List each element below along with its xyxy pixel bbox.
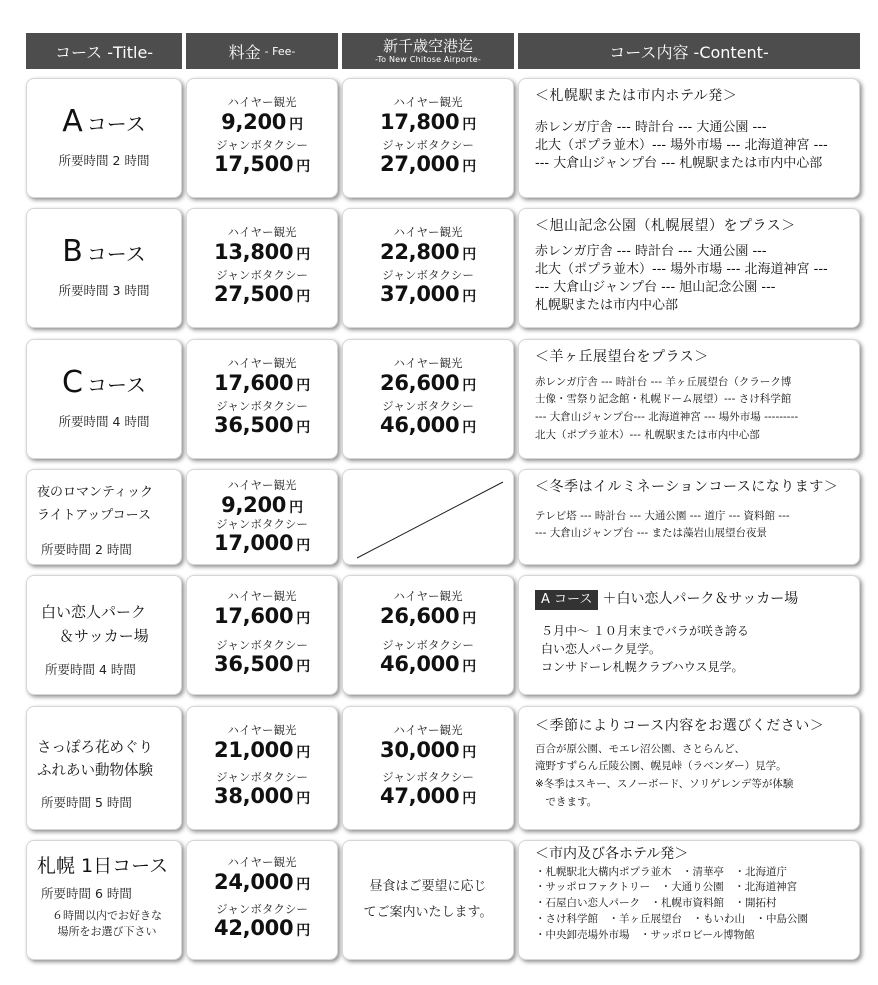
course-title: 札幌 1日コース [37,855,169,877]
fee-jumbo-price: 17,500 円 [214,152,310,177]
fee-cell [186,339,338,459]
content-line: 滝野すずらん丘陵公園、幌見峠（ラベンダー）見学。 [535,760,787,773]
jumbo-label: ジャンボタクシー [382,399,474,413]
content-line: --- 大倉山ジャンプ台--- 北海道神宮 --- 場外市場 --------- [535,411,799,424]
airport-cell [342,840,514,960]
fee-cell [186,575,338,695]
airport-hire-price: 22,800 円 [380,239,476,264]
content-heading: ＜市内及び各ホテル発＞ [535,846,689,862]
hire-label: ハイヤー観光 [227,589,297,604]
content-cell [518,78,860,198]
course-duration: 所要時間 3 時間 [58,283,150,298]
course-row-shiroi-koibito [0,575,878,695]
fee-jumbo-price: 27,500 円 [214,282,310,307]
jumbo-label: ジャンボタクシー [382,638,474,652]
airport-cell [342,78,514,198]
content-line: ・石屋白い恋人パーク ・札幌市資料館 ・開拓村 [535,897,777,910]
fee-jumbo-price: 38,000 円 [214,784,310,809]
content-line: ・札幌駅北大構内ポプラ並木 ・清華亭 ・北海道庁 [535,865,787,878]
content-line: 札幌駅または市内中心部 [535,298,679,314]
jumbo-label: ジャンボタクシー [216,138,308,152]
jumbo-label: ジャンボタクシー [216,770,308,784]
airport-cell [342,706,514,830]
fee-jumbo-price: 36,500 円 [214,652,310,677]
course-title-cell [26,469,182,565]
header-title [26,33,182,69]
airport-hire-price: 26,600 円 [380,370,476,395]
course-row-sapporo-1day [0,840,878,960]
content-cell [518,706,860,830]
course-title-line: 夜のロマンティック [37,485,153,500]
content-line: ・中央卸売場外市場 ・サッポロビール博物館 [535,928,755,941]
course-title: Cコース [62,365,146,400]
content-heading: ＜季節によりコース内容をお選びください＞ [535,718,825,734]
course-duration: 所要時間 4 時間 [45,662,136,677]
course-duration: 所要時間 6 時間 [41,885,132,901]
course-duration: 所要時間 2 時間 [58,153,150,168]
airport-hire-price: 17,800 円 [380,109,476,134]
airport-cell-empty [342,469,514,565]
course-title-cell [26,339,182,459]
content-line: 赤レンガ庁舎 --- 時計台 --- 大通公園 --- [535,243,767,259]
course-note-line: 場所をお選び下さい [57,924,157,938]
fee-jumbo-price: 42,000 円 [214,916,310,941]
course-title-cell [26,706,182,830]
content-line: 北大（ポプラ並木）--- 場外市場 --- 北海道神宮 --- [535,261,828,277]
a-course-badge: A コース [535,590,598,610]
course-title-cell [26,78,182,198]
content-line: ・さけ科学館 ・羊ヶ丘展望台 ・もいわ山 ・中島公園 [535,912,808,925]
content-line: --- 大倉山ジャンプ台 --- 札幌駅または市内中心部 [535,155,823,171]
hire-label: ハイヤー観光 [393,95,463,110]
header-fee [186,33,338,69]
fee-hire-price: 9,200 円 [221,109,303,134]
airport-cell [342,575,514,695]
course-row-flower [0,706,878,830]
course-duration: 所要時間 5 時間 [41,795,132,811]
content-line: 赤レンガ庁舎 --- 時計台 --- 羊ヶ丘展望台（クラーク博 [535,375,792,388]
jumbo-label: ジャンボタクシー [216,902,308,916]
airport-hire-price: 26,600 円 [380,603,476,628]
fee-hire-price: 13,800 円 [214,239,310,264]
airport-note-line: 昼食はご要望に応じ [369,879,487,894]
course-title: Aコース [62,104,146,139]
hire-label: ハイヤー観光 [227,356,297,371]
airport-note-line: てご案内いたします。 [363,905,493,920]
fee-cell [186,208,338,328]
airport-jumbo-price: 46,000 円 [380,413,476,438]
course-title-line: 白い恋人パーク [41,603,147,621]
content-cell [518,208,860,328]
content-heading: ＜冬季はイルミネーションコースになります＞ [535,479,839,495]
course-title-cell [26,208,182,328]
fee-cell [186,840,338,960]
airport-jumbo-price: 46,000 円 [380,652,476,677]
content-heading: ＋白い恋人パーク＆サッカー場 [602,591,799,607]
airport-jumbo-price: 27,000 円 [380,152,476,177]
airport-jumbo-price: 37,000 円 [380,282,476,307]
header-airport-sub: -To New Chitose Airporte- [375,54,481,64]
content-line: 百合が原公園、モエレ沼公園、さとらんど、 [535,742,745,755]
content-heading: ＜羊ヶ丘展望台をプラス＞ [535,349,709,365]
course-title: Bコース [62,234,146,269]
header-airport-main: 新千歳空港迄 [382,37,473,56]
course-title-cell [26,840,182,960]
course-row-night [0,469,878,565]
content-cell [518,575,860,695]
hire-label: ハイヤー観光 [227,225,297,240]
hire-label: ハイヤー観光 [227,478,297,493]
content-line: 赤レンガ庁舎 --- 時計台 --- 大通公園 --- [535,119,767,135]
course-title-line: ＆サッカー場 [59,627,149,645]
not-available-slash [343,470,515,566]
content-line: ・サッポロファクトリー ・大通り公園 ・北海道神宮 [535,881,798,894]
content-cell [518,339,860,459]
content-line: できます。 [535,796,598,809]
content-line: コンサドーレ札幌クラブハウス見学。 [541,660,744,675]
header-airport [342,33,514,69]
hire-label: ハイヤー観光 [227,723,297,738]
header-content [518,33,860,69]
jumbo-label: ジャンボタクシー [216,517,308,531]
content-line: 北大（ポプラ並木）--- 札幌駅または市内中心部 [535,429,760,442]
course-row-a [0,78,878,198]
fee-jumbo-price: 17,000 円 [214,531,310,556]
hire-label: ハイヤー観光 [227,855,297,870]
jumbo-label: ジャンボタクシー [382,268,474,282]
content-heading: ＜旭山記念公園（札幌展望）をプラス＞ [535,218,796,234]
airport-jumbo-price: 47,000 円 [380,784,476,809]
content-cell [518,469,860,565]
jumbo-label: ジャンボタクシー [216,638,308,652]
fee-hire-price: 24,000 円 [214,869,310,894]
content-cell [518,840,860,960]
header-title-text: コース -Title- [54,42,154,62]
jumbo-label: ジャンボタクシー [216,268,308,282]
header-content-text: コース内容 -Content- [609,42,769,62]
content-line: --- 大倉山ジャンプ台 --- または藻岩山展望台夜景 [535,527,768,540]
course-duration: 所要時間 2 時間 [41,541,132,557]
course-title-line: さっぽろ花めぐり [37,740,153,756]
jumbo-label: ジャンボタクシー [382,770,474,784]
course-duration: 所要時間 4 時間 [58,414,150,429]
fee-jumbo-price: 36,500 円 [214,413,310,438]
content-line: ※冬季はスキー、スノーボード、ソリゲレンデ等が体験 [535,778,794,791]
content-line: 白い恋人パーク見学。 [541,642,662,657]
content-line: テレビ塔 --- 時計台 --- 大通公園 --- 道庁 --- 資料館 --- [535,509,790,522]
course-title-cell [26,575,182,695]
hire-label: ハイヤー観光 [393,723,463,738]
fee-cell [186,78,338,198]
jumbo-label: ジャンボタクシー [382,138,474,152]
header-fee-sub: - Fee- [264,44,296,58]
hire-label: ハイヤー観光 [393,356,463,371]
course-title-line: ふれあい動物体験 [37,763,153,780]
hire-label: ハイヤー観光 [393,225,463,240]
hire-label: ハイヤー観光 [227,95,297,110]
jumbo-label: ジャンボタクシー [216,399,308,413]
airport-cell [342,208,514,328]
content-heading-wrap [535,590,849,610]
fee-hire-price: 17,600 円 [214,603,310,628]
header-fee-main: 料金 [228,42,261,62]
hire-label: ハイヤー観光 [393,589,463,604]
course-row-b [0,208,878,328]
course-note-line: ６時間以内でお好きな [52,908,162,922]
content-line: ５月中～ １０月末までバラが咲き誇る [541,624,749,639]
fee-hire-price: 17,600 円 [214,370,310,395]
content-line: --- 大倉山ジャンプ台 --- 旭山記念公園 --- [535,279,776,295]
airport-cell [342,339,514,459]
fee-cell [186,706,338,830]
fee-hire-price: 21,000 円 [214,737,310,762]
fee-cell [186,469,338,565]
content-heading: ＜札幌駅または市内ホテル発＞ [535,88,738,104]
fee-hire-price: 9,200 円 [221,492,303,517]
content-line: 北大（ポプラ並木）--- 場外市場 --- 北海道神宮 --- [535,137,828,153]
airport-hire-price: 30,000 円 [380,737,476,762]
course-row-c [0,339,878,459]
content-line: 士像・雪祭り記念館・札幌ドーム展望）--- さけ科学館 [535,393,792,406]
course-title-line: ライトアップコース [37,507,152,523]
